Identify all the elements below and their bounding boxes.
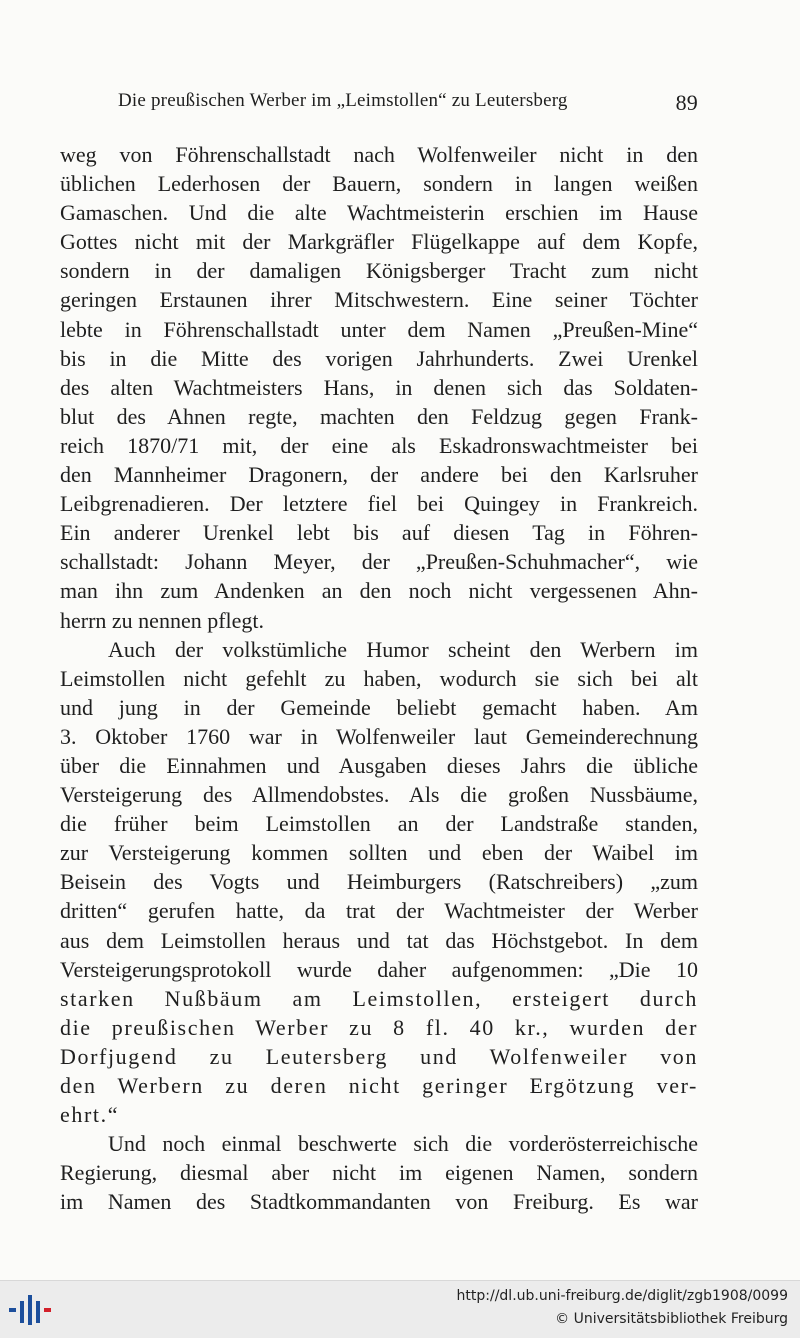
text-line: ehrt.“ [60, 1102, 120, 1128]
text-line: dritten“ gerufen hatte, da trat der Wachtmeister der Werber [60, 898, 698, 924]
text-line: Beisein des Vogts und Heimburgers (Ratschreibers) „zum [60, 869, 698, 895]
text-line: Und noch einmal beschwerte sich die vorderösterreichische [108, 1131, 698, 1157]
text-line: Ein anderer Urenkel lebt bis auf diesen Tag in Föhren- [60, 520, 698, 546]
text-line: die preußischen Werber zu 8 fl. 40 kr., wurden der [60, 1014, 698, 1040]
text-line: herrn zu nennen pflegt. [60, 607, 265, 633]
text-line: lebte in Föhrenschallstadt unter dem Namen „Preußen-Mine“ [60, 316, 698, 342]
text-line: 3. Oktober 1760 war in Wolfenweiler laut Gemeinderechnung [60, 723, 698, 749]
text-line: Dorfjugend zu Leutersberg und Wolfenweiler von [60, 1043, 698, 1069]
text-line: blut des Ahnen regte, machten den Feldzug gegen Frank- [60, 403, 698, 429]
text-line: Auch der volkstümliche Humor scheint den Werbern im [108, 636, 698, 662]
text-line: bis in die Mitte des vorigen Jahrhunderts. Zwei Urenkel [60, 345, 698, 371]
text-line: den Werbern zu deren nicht geringer Ergötzung ver- [60, 1073, 698, 1098]
text-line: im Namen des Stadtkommandanten von Freiburg. Es war [60, 1189, 698, 1215]
text-line: man ihn zum Andenken an den noch nicht vergessenen Ahn- [60, 578, 698, 604]
text-line: die früher beim Leimstollen an der Landstraße standen, [60, 811, 698, 837]
footer-bar [0, 1280, 800, 1338]
running-title: Die preußischen Werber im „Leimstollen“ zu Leutersberg [118, 90, 568, 111]
copyright-text: © Universitätsbibliothek Freiburg [555, 1311, 788, 1327]
text-line: des alten Wachtmeisters Hans, in denen sich das Soldaten- [60, 374, 698, 400]
text-line: Leimstollen nicht gefehlt zu haben, wodurch sie sich bei alt [60, 665, 698, 691]
text-line: über die Einnahmen und Ausgaben dieses Jahrs die übliche [60, 752, 698, 778]
text-line: reich 1870/71 mit, der eine als Eskadronswachtmeister bei [60, 432, 698, 458]
text-line: Regierung, diesmal aber nicht im eigenen Namen, sondern [60, 1160, 698, 1186]
ub-freiburg-logo-icon[interactable] [6, 1291, 54, 1329]
text-line: Gamaschen. Und die alte Wachtmeisterin erschien im Hause [60, 200, 698, 226]
text-line: weg von Föhrenschallstadt nach Wolfenweiler nicht in den [60, 142, 698, 167]
source-url-link[interactable]: http://dl.ub.uni-freiburg.de/diglit/zgb1908/0099 [456, 1288, 788, 1304]
text-line: üblichen Lederhosen der Bauern, sondern in langen weißen [60, 171, 698, 197]
body-text [60, 140, 698, 1216]
page-number: 89 [675, 90, 698, 115]
text-line: zur Versteigerung kommen sollten und eben der Waibel im [60, 840, 698, 866]
text-line: und jung in der Gemeinde beliebt gemacht haben. Am [60, 694, 698, 720]
text-line: den Mannheimer Dragonern, der andere bei den Karlsruher [60, 462, 698, 488]
text-line: starken Nußbäum am Leimstollen, ersteigert durch [60, 985, 698, 1011]
text-line: Gottes nicht mit der Markgräfler Flügelkappe auf dem Kopfe, [60, 229, 698, 255]
text-line: Leibgrenadieren. Der letztere fiel bei Quingey in Frankreich. [60, 491, 698, 517]
text-line: sondern in der damaligen Königsberger Tracht zum nicht [60, 258, 698, 284]
text-line: schallstadt: Johann Meyer, der „Preußen-Schuhmacher“, wie [60, 549, 698, 575]
text-line: Versteigerungsprotokoll wurde daher aufgenommen: „Die 10 [60, 956, 698, 982]
text-line: Versteigerung des Allmendobstes. Als die großen Nussbäume, [60, 782, 698, 808]
text-line: geringen Erstaunen ihrer Mitschwestern. Eine seiner Töchter [60, 287, 698, 313]
text-line: aus dem Leimstollen heraus und tat das Höchstgebot. In dem [60, 927, 698, 953]
